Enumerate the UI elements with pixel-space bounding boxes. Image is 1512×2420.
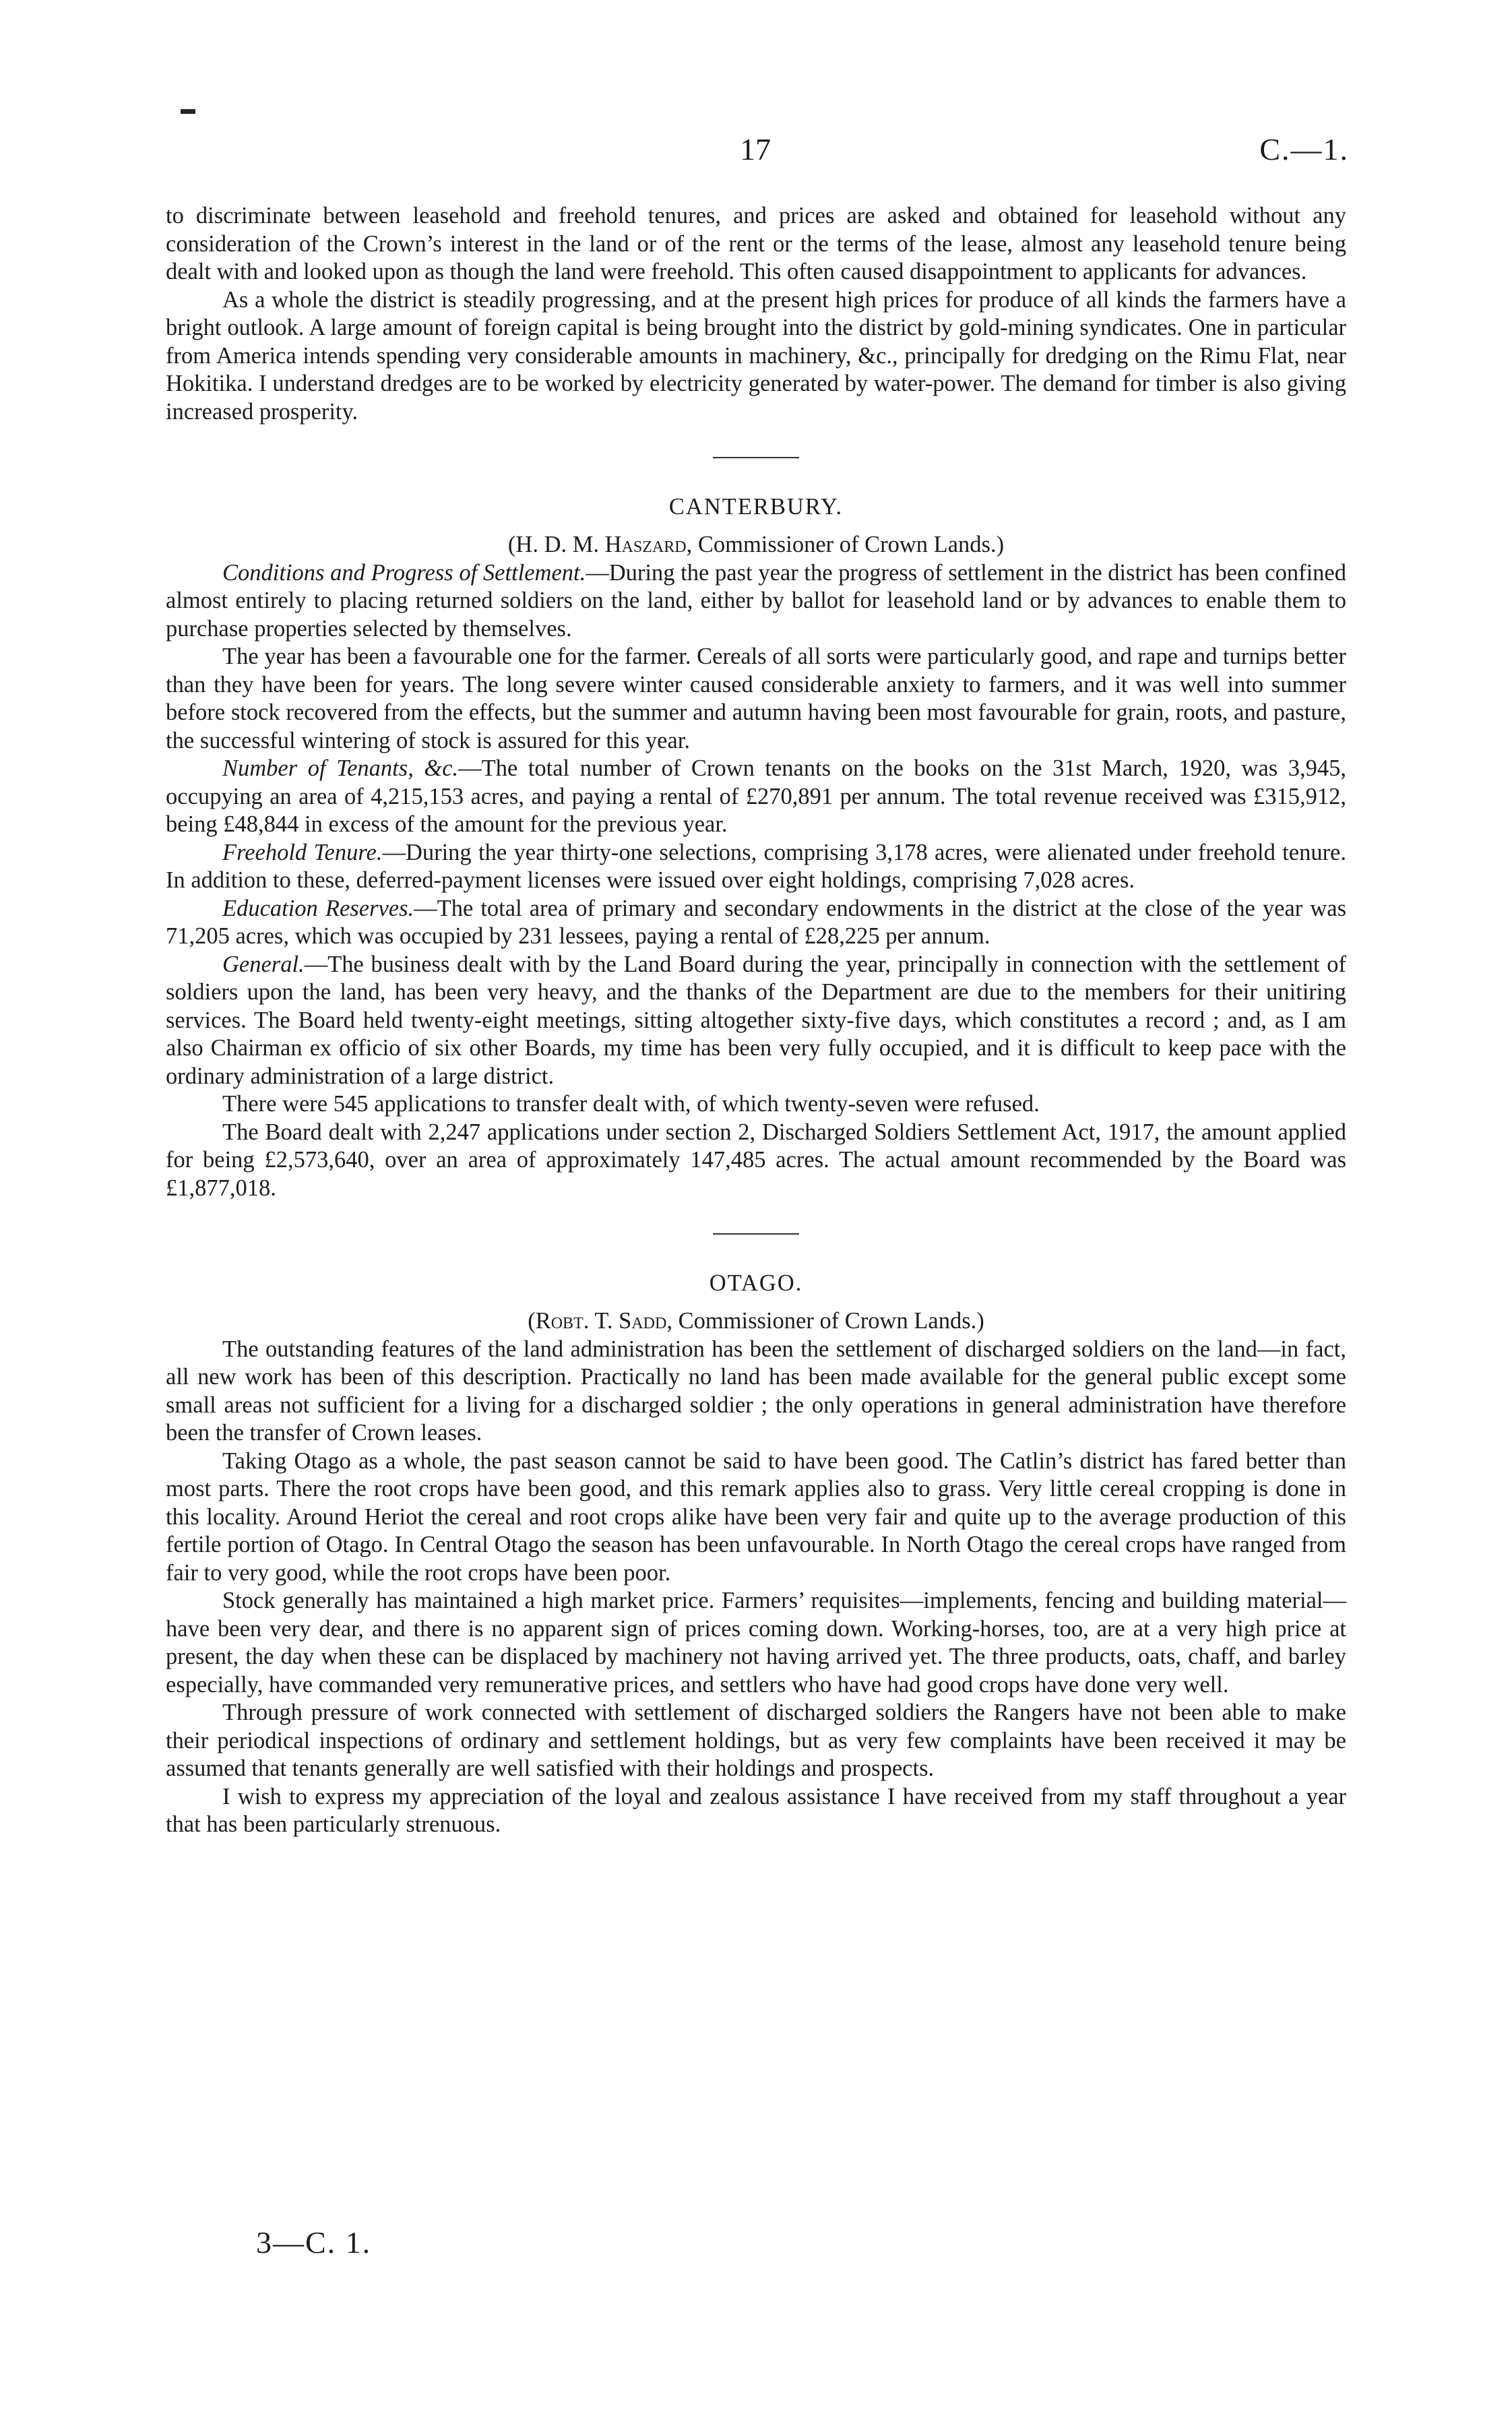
canterbury-section bbox=[166, 492, 1346, 1202]
otago-paragraph: Through pressure of work connected with settlement of discharged soldiers the Rangers have not been able to make their periodical inspections of ordinary and settlement holdings, but as very few complaints have been received it may be assumed that tenants generally are well satisfied with their holdings and prospects. bbox=[166, 1700, 1346, 1781]
canterbury-paragraph: There were 545 applications to transfer dealt with, of which twenty-seven were refused. bbox=[222, 1091, 1040, 1117]
canterbury-byline: (H. D. M. Haszard, Commissioner of Crown Lands.) bbox=[507, 532, 1005, 557]
paragraph-heading: Freehold Tenure. bbox=[222, 839, 383, 865]
section-divider bbox=[713, 457, 799, 458]
otago-paragraph: I wish to express my appreciation of the loyal and zealous assistance I have received from my staff throughout a year that has been particularly strenuous. bbox=[166, 1783, 1346, 1837]
paragraph-heading: Number of Tenants, &c. bbox=[222, 755, 459, 781]
margin-mark bbox=[181, 109, 195, 114]
canterbury-paragraph: General.—The business dealt with by the Land Board during the year, principally in connection with the settlement of soldiers upon the land, has been very heavy, and the thanks of the Department are due to the members for their unitiring services. The Board held twenty-eight meetings, sitting altogether sixty-five days, which constitutes a record ; and, as I am also Chairman ex officio of six other Boards, my time has been very fully occupied, and it is difficult to keep pace with the ordinary administration of a large district. bbox=[166, 951, 1346, 1089]
intro-paragraph-2: As a whole the district is steadily progressing, and at the present high prices for produce of all kinds the farmers have a bright outlook. A large amount of foreign capital is being brought into the district by gold-mining syndicates. One in particular from America intends spending very considerable amounts in machinery, &c., principally for dredging on the Rimu Flat, near Hokitika. I understand dredges are to be worked by electricity generated by water-power. The demand for timber is also giving increased prosperity. bbox=[166, 286, 1346, 425]
commissioner-name: Robt. T. Sadd bbox=[535, 1308, 667, 1334]
paragraph-heading: General. bbox=[222, 951, 305, 977]
page-number: 17 bbox=[740, 132, 771, 166]
otago-section bbox=[166, 1268, 1346, 1839]
otago-byline: (Robt. T. Sadd, Commissioner of Crown Lands.) bbox=[528, 1308, 984, 1334]
section-title-otago: OTAGO. bbox=[709, 1270, 803, 1296]
canterbury-paragraph: Number of Tenants, &c.—The total number of Crown tenants on the books on the 31st March, 1920, was 3,945, occupying an area of 4,215,153 acres, and paying a rental of £270,891 per annum. The total revenue received was £315,912, being £48,844 in excess of the amount for the previous year. bbox=[166, 755, 1346, 837]
signature-code: 3—C. 1. bbox=[256, 2225, 372, 2260]
section-divider bbox=[713, 1233, 799, 1235]
page-body bbox=[166, 202, 1346, 1839]
page-header bbox=[0, 129, 1512, 177]
canterbury-paragraph: The year has been a favourable one for the farmer. Cereals of all sorts were particularly good, and rape and turnips better than they have been for years. The long severe winter caused considerable anxiety to farmers, and it was well into summer before stock recovered from the effects, but the summer and autumn having been most favourable for grain, roots, and pasture, the successful wintering of stock is assured for this year. bbox=[166, 644, 1346, 753]
otago-paragraph: Taking Otago as a whole, the past season cannot be said to have been good. The Catlin’s district has fared better than most parts. There the root crops have been good, and this remark applies also to grass. Very little cereal cropping is done in this locality. Around Heriot the cereal and root crops alike have been very fair and quite up to the average production of this fertile portion of Otago. In Central Otago the season has been unfavourable. In North Otago the cereal crops have ranged from fair to very good, while the root crops have been poor. bbox=[166, 1448, 1346, 1586]
otago-paragraph: The outstanding features of the land administration has been the settlement of discharged soldiers on the land—in fact, all new work has been of this description. Practically no land has been made available for the general public except some small areas not sufficient for a living for a discharged soldier ; the only operations in general administration have therefore been the transfer of Crown leases. bbox=[166, 1336, 1346, 1446]
intro-paragraph-1: to discriminate between leasehold and freehold tenures, and prices are asked and obtained for leasehold without any consideration of the Crown’s interest in the land or of the rent or the terms of the lease, almost any leasehold tenure being dealt with and looked upon as though the land were freehold. This often caused disappointment to applicants for advances. bbox=[166, 203, 1346, 284]
paragraph-heading: Education Reserves. bbox=[222, 895, 414, 921]
otago-paragraph: Stock generally has maintained a high market price. Farmers’ requisites—implements, fencing and building material—have been very dear, and there is no apparent sign of prices coming down. Working-horses, too, are at a very high price at present, the day when these can be displaced by machinery not having arrived yet. The three products, oats, chaff, and barley especially, have commanded very remunerative prices, and settlers who have had good crops have done very well. bbox=[166, 1588, 1346, 1698]
canterbury-paragraph: Education Reserves.—The total area of primary and secondary endowments in the district at the close of the year was 71,205 acres, which was occupied by 231 lessees, paying a rental of £28,225 per annum. bbox=[166, 895, 1346, 949]
canterbury-paragraph: Conditions and Progress of Settlement.—During the past year the progress of settlement in the district has been confined almost entirely to placing returned soldiers on the land, either by ballot for leasehold land or by advances to enable them to purchase properties selected by themselves. bbox=[166, 559, 1346, 642]
commissioner-name: H. D. M. Haszard bbox=[515, 532, 687, 557]
section-title-canterbury: CANTERBURY. bbox=[668, 494, 844, 520]
canterbury-paragraph: The Board dealt with 2,247 applications under section 2, Discharged Soldiers Settlement Act, 1917, the amount applied for being £2,573,640, over an area of approximately 147,485 acres. The actual amount recommended by the Board was £1,877,018. bbox=[166, 1119, 1346, 1201]
paragraph-heading: Conditions and Progress of Settlement. bbox=[222, 559, 586, 586]
canterbury-paragraph: Freehold Tenure.—During the year thirty-one selections, comprising 3,178 acres, were alienated under freehold tenure. In addition to these, deferred-payment licenses were issued over eight holdings, comprising 7,028 acres. bbox=[166, 839, 1346, 893]
document-code: C.—1. bbox=[1259, 132, 1349, 166]
